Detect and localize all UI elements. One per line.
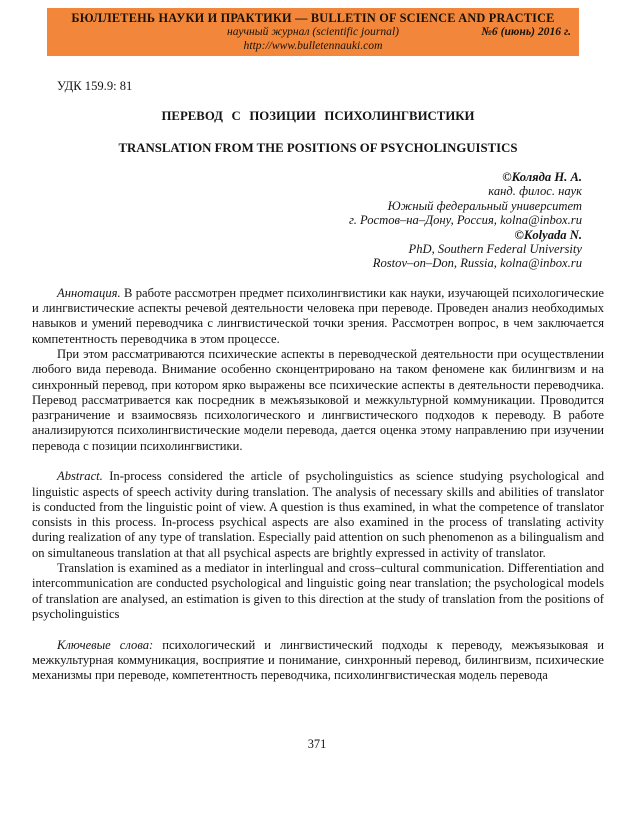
keywords-text: психологический и лингвистический подходы к переводу, межъязыковая и межкультурная коммуникация, восприятие и понимание, синхронный перевод, билингвизм, психические механизмы при переводе, компетентность переводчика, психолингвистическая модель перевода: [32, 637, 604, 683]
issue-label: №6 (июнь) 2016 г.: [481, 25, 571, 38]
annotation-paragraph: [32, 286, 604, 347]
journal-title: БЮЛЛЕТЕНЬ НАУКИ И ПРАКТИКИ — BULLETIN OF SCIENCE AND PRACTICE: [71, 11, 555, 25]
article-title-ru: ПЕРЕВОД С ПОЗИЦИИ ПСИХОЛИНГВИСТИКИ: [161, 109, 475, 124]
journal-url: http://www.bulletennauki.com: [243, 38, 383, 52]
article-title-en: TRANSLATION FROM THE POSITIONS OF PSYCHOLINGUISTICS: [118, 140, 518, 155]
header-banner: [47, 8, 579, 56]
annotation-lead: Аннотация.: [57, 285, 121, 300]
udc-label: УДК 159.9: 81: [57, 79, 133, 93]
author-ru-address: г. Ростов–на–Дону, Россия, kolna@inbox.ru: [348, 213, 582, 228]
keywords-paragraph: [32, 638, 604, 684]
author-ru-degree: канд. филос. наук: [488, 184, 582, 199]
author-en-affiliation: PhD, Southern Federal University: [408, 241, 582, 256]
abstract-paragraph: [32, 469, 604, 561]
abstract-text: In-process considered the article of psycholinguistics as science studying psychological and linguistic aspects of speech activity during translation. The analysis of necessary skills and abilities of translator is conducted from the linguistic point of view. A question is thus examined, in what the competence of translator consists in this process. In-process psychical aspects are also examined in the process of translating activity during realization of any type of translation. Especially paid attention on such phenomenon as a bilingualism and on simultaneous translation at that all psychical aspects are brightly expressed in activity of translator.: [32, 469, 605, 560]
keywords-lead: Ключевые слова:: [57, 637, 154, 652]
author-en-name: ©Kolyada N.: [514, 227, 582, 242]
journal-subtitle: научный журнал (scientific journal): [226, 25, 400, 38]
annotation-continued-paragraph: При этом рассматриваются психические аспекты в переводческой деятельности при осуществлении любого вида перевода. Внимание особенно сконцентрировано на таком феномене как билингвизм и на синхронный перевод, при котором ярко выражены все психические аспекты в деятельности переводчика. Перевод рассматривается как посредник в межъязыковой и межкультурной коммуникации. Проводится разграничение и взаимосвязь психологического и лингвистического подходов к переводу. В работе анализируются психолингвистические модели перевода, дается оценка этому направлению при изучении перевода с позиции психолингвистики.: [32, 346, 604, 453]
journal-subtitle-row: [47, 25, 579, 39]
annotation-text: В работе рассмотрен предмет психолингвистики как науки, изучающей психологические и лингвистические аспекты речевой деятельности человека при переводе. Проведен анализ необходимых навыков и умений переводчика с лингвистической точки зрения. Рассмотрен вопрос, в чем заключается компетентность переводчика в этом процессе.: [32, 285, 604, 346]
author-ru-affiliation: Южный федеральный университет: [387, 198, 582, 213]
author-block: [32, 170, 604, 271]
author-en-address: Rostov–on–Don, Russia, kolna@inbox.ru: [372, 256, 582, 271]
author-ru-name: ©Коляда Н. А.: [502, 169, 582, 184]
abstract-continued-paragraph: Translation is examined as a mediator in interlingual and cross–cultural communication. Differentiation and intercommunication are conducted psychological and linguistic going near translation; the psychological models of translation are analysed, an estimation is given to this direction at the study of translation from the positions of psycholinguistics: [32, 561, 604, 621]
article-body: [32, 79, 604, 683]
abstract-lead: Abstract.: [57, 469, 103, 484]
page-number: 371: [307, 737, 327, 751]
